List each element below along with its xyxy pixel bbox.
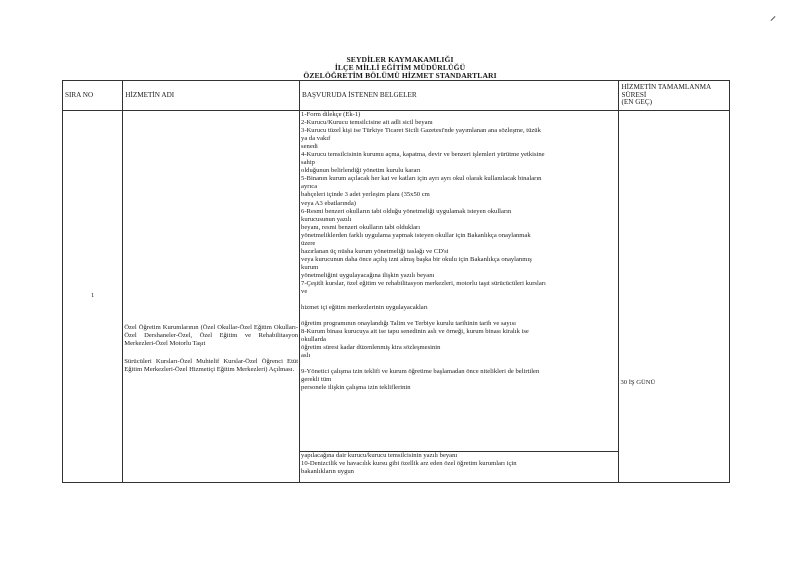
document-requirement-line: gerekli tüm xyxy=(301,376,332,384)
document-requirement-continuation-line: yapılacağına dair kurucu/kurucu temsilcisinin yazılı beyanı xyxy=(301,452,458,459)
completion-time-cell xyxy=(619,111,730,483)
required-documents-continuation-cell xyxy=(300,452,619,483)
document-requirement-line: 6-Resmi benzeri okulların tabi olduğu yönetmeliği uygulamak isteyen okulların xyxy=(301,207,512,215)
completion-time-value: 30 İŞ GÜNÜ xyxy=(620,379,656,386)
document-requirement-line: veya A3 ebatlarında) xyxy=(301,199,356,207)
document-requirement-line: 7-Çeşitli kurslar, özel eğitim ve rehabilitasyon merkezleri, motorlu taşıt sürücücüleri kursları xyxy=(301,279,546,287)
header-line-1: SEYDİLER KAYMAKAMLIĞI xyxy=(346,55,454,64)
document-requirement-line: senedi xyxy=(301,143,318,151)
document-requirement-line: 8-Kurum binası kurucuya ait ise tapu senedinin aslı ve örneği, kurum binası kiralık ise xyxy=(301,328,529,336)
column-header-sure xyxy=(619,81,730,111)
document-requirement-line: ve xyxy=(301,288,308,296)
document-requirement-line: ya da vakıf xyxy=(301,135,331,143)
column-header-sure-line-3: (EN GEÇ) xyxy=(621,98,653,107)
header-line-2: İLÇE MİLLİ EĞİTİM MÜDÜRLÜĞÜ xyxy=(334,63,466,72)
document-requirement-continuation-line: bakanlıkların uygun xyxy=(301,468,354,476)
service-name-cell xyxy=(123,111,300,483)
required-documents-cell xyxy=(300,111,619,452)
document-requirement-line: olduğunun belirlendiği yönetim kurulu kararı xyxy=(301,167,421,175)
document-requirement-line: hazırlanan üç nüsha kurum yönetmeliği taslağı ve CD'si xyxy=(301,247,449,255)
document-requirement-line: yönetmeliğini uygulayacağına ilişkin yazılı beyanı xyxy=(301,271,435,279)
document-requirement-line: aslı xyxy=(301,352,311,360)
table-row xyxy=(63,111,730,452)
document-requirement-line: hizmet içi eğitim merkezlerinin uygulayacakları xyxy=(301,304,428,312)
document-requirement-line: beyanı, resmi benzeri okulların tabi oldukları xyxy=(301,223,421,231)
document-requirement-line: ayrıca xyxy=(301,183,318,191)
service-standards-table xyxy=(62,80,730,483)
column-header-sira-no: SIRA NO xyxy=(63,81,123,111)
document-requirement-line: veya kurucunun daha önce açılış izni almış başka bir okulu için Bakanlıkça onaylanmış xyxy=(301,255,532,263)
document-requirement-line: 5-Binanın kurum açılacak her kat ve katları için ayrı ayrı okul olarak kullanılacak binaların xyxy=(301,175,542,183)
header-line-3: ÖZELÖĞRETİM BÖLÜMÜ HİZMET STANDARTLARI xyxy=(303,71,497,80)
corner-tick-mark xyxy=(771,16,776,21)
document-requirement-line: 3-Kurucu tüzel kişi ise Türkiye Ticaret Sicili Gazetesi'nde yayımlanan ana sözleşme, tüzük xyxy=(301,127,541,135)
document-requirement-line: kurucusunun yazılı xyxy=(301,215,352,223)
document-requirement-continuation-line: 10-Denizcilik ve havacılık kursu gibi özellik arz eden özel öğretim kurumları için xyxy=(301,460,517,468)
document-requirement-line xyxy=(301,296,617,304)
document-requirement-line: 1-Form dilekçe (Ek-1) xyxy=(301,111,361,118)
service-name-main: Özel Öğretim Kurumlarının (Özel Okullar-Özel Eğitim Okulları-Özel Dershaneler-Özel, Özel Eğitim ve Rehabilitasyon Merkezleri-Özel Motorlu Taşıt xyxy=(124,324,299,348)
column-header-hizmet-adi: HİZMETİN ADI xyxy=(123,81,300,111)
document-requirement-line: yönetmeliklerden farklı uygulama yapmak isteyen okullar için Bakanlıkça onaylanmak xyxy=(301,231,531,239)
service-name-sub: Sürücüleri Kursları-Özel Muhtelif Kurslar-Özel Öğrenci Etüt Eğitim Merkezleri-Özel Hizmetiçi Eğitim Merkezleri) Açılması. xyxy=(124,358,299,374)
document-requirement-line: üzere xyxy=(301,239,316,247)
document-requirement-line: öğretim programının onaylandığı Talim ve Terbiye kurulu tarihinin tarih ve sayısı xyxy=(301,320,516,328)
row-number: 1 xyxy=(63,111,123,483)
document-requirement-line: 9-Yönetici çalışma izin teklifi ve kurum öğretime başlamadan önce nitelikleri de belirtilen xyxy=(301,368,540,376)
document-requirement-line: 2-Kurucu/Kurucu temsilcisine ait adli sicil beyanı xyxy=(301,119,433,127)
table-header-row xyxy=(63,81,730,111)
document-requirement-line xyxy=(301,312,617,320)
document-requirement-line: 4-Kurucu temsilcisinin kurumu açma, kapatma, devir ve benzeri işlemleri yürütme yetkisine xyxy=(301,151,545,159)
document-requirement-line: bahçeleri içinde 3 adet yerleşim planı (35x50 cm xyxy=(301,191,430,199)
document-requirement-line xyxy=(301,360,617,368)
document-requirement-line: öğretim süresi kadar düzenlenmiş kira sözleşmesinin xyxy=(301,344,441,352)
column-header-sure-line-1: HİZMETİN TAMAMLANMA xyxy=(621,83,712,92)
document-requirement-line: personele ilişkin çalışma izin tekliflerinin xyxy=(301,384,411,392)
document-requirement-line: sahip xyxy=(301,159,315,167)
column-header-belgeler: BAŞVURUDA İSTENEN BELGELER xyxy=(300,81,619,111)
document-requirement-line: kurum xyxy=(301,263,319,271)
column-header-sure-line-2: SÜRESİ xyxy=(621,90,647,99)
document-requirement-line: okullarda xyxy=(301,336,326,344)
